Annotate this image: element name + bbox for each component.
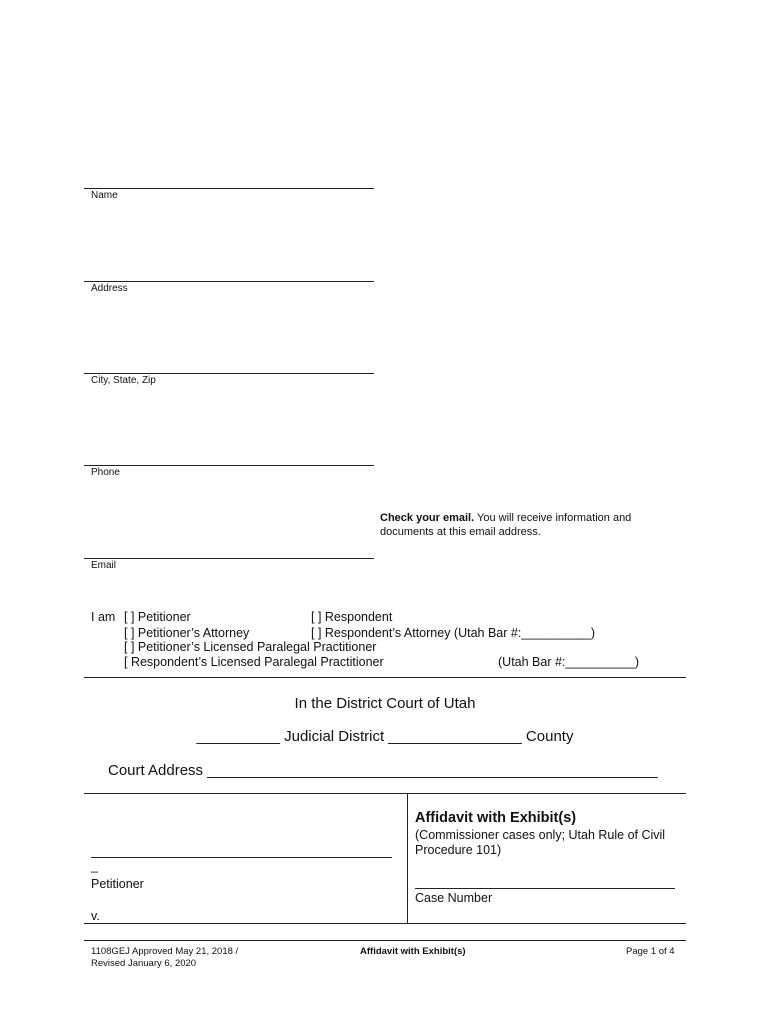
checkbox-respondent[interactable]: [ ] Respondent	[311, 610, 393, 624]
checkbox-petitioner-lpp[interactable]: [ ] Petitioner’s Licensed Paralegal Practitioner	[124, 640, 377, 654]
caption-divider	[407, 793, 408, 924]
name-line[interactable]	[84, 188, 374, 189]
email-label: Email	[91, 560, 117, 571]
versus-label: v.	[91, 909, 100, 923]
caption-top-rule	[84, 793, 686, 794]
checkbox-respondent-attorney[interactable]: [ ] Respondent’s Attorney (Utah Bar #:__________)	[311, 626, 595, 640]
court-heading: In the District Court of Utah	[294, 695, 476, 712]
case-number-line[interactable]	[415, 888, 675, 889]
document-title: Affidavit with Exhibit(s)	[415, 810, 577, 826]
name-label: Name	[91, 190, 118, 201]
city-state-zip-line[interactable]	[84, 373, 374, 374]
footer-form-info-line1: 1108GEJ Approved May 21, 2018 /	[91, 946, 239, 957]
checkbox-petitioner[interactable]: [ ] Petitioner	[124, 610, 191, 624]
divider-top	[84, 677, 686, 678]
document-subtitle: (Commissioner cases only; Utah Rule of Civil Procedure 101)	[415, 828, 666, 857]
city-state-zip-label: City, State, Zip	[91, 375, 156, 386]
email-notice-text: You will receive information and documents at this email address.	[380, 512, 632, 538]
petitioner-name-line[interactable]	[91, 857, 392, 858]
address-label: Address	[91, 283, 128, 294]
email-notice-bold: Check your email.	[380, 512, 475, 524]
phone-label: Phone	[91, 467, 120, 478]
email-notice	[380, 511, 660, 539]
footer-title: Affidavit with Exhibit(s)	[360, 946, 466, 957]
caption-bottom-rule	[84, 923, 686, 924]
court-address-line[interactable]: Court Address ______________________________________________________	[108, 762, 658, 779]
utah-bar-field[interactable]: (Utah Bar #:__________)	[498, 655, 640, 669]
footer-form-info	[91, 946, 238, 970]
email-line[interactable]	[84, 558, 374, 559]
i-am-label: I am	[91, 610, 116, 624]
address-line[interactable]	[84, 281, 374, 282]
checkbox-respondent-lpp[interactable]: [ Respondent’s Licensed Paralegal Practitioner	[124, 655, 384, 669]
judicial-district-line[interactable]: __________ Judicial District ________________ County	[196, 728, 574, 745]
footer-form-info-line2: Revised January 6, 2020	[91, 958, 197, 969]
petitioner-underscore: _	[91, 859, 98, 873]
phone-line[interactable]	[84, 465, 374, 466]
checkbox-petitioner-attorney[interactable]: [ ] Petitioner’s Attorney	[124, 626, 250, 640]
footer-rule	[84, 940, 686, 941]
case-number-label: Case Number	[415, 891, 493, 905]
petitioner-label: Petitioner	[91, 877, 144, 891]
footer-page: Page 1 of 4	[626, 946, 675, 957]
